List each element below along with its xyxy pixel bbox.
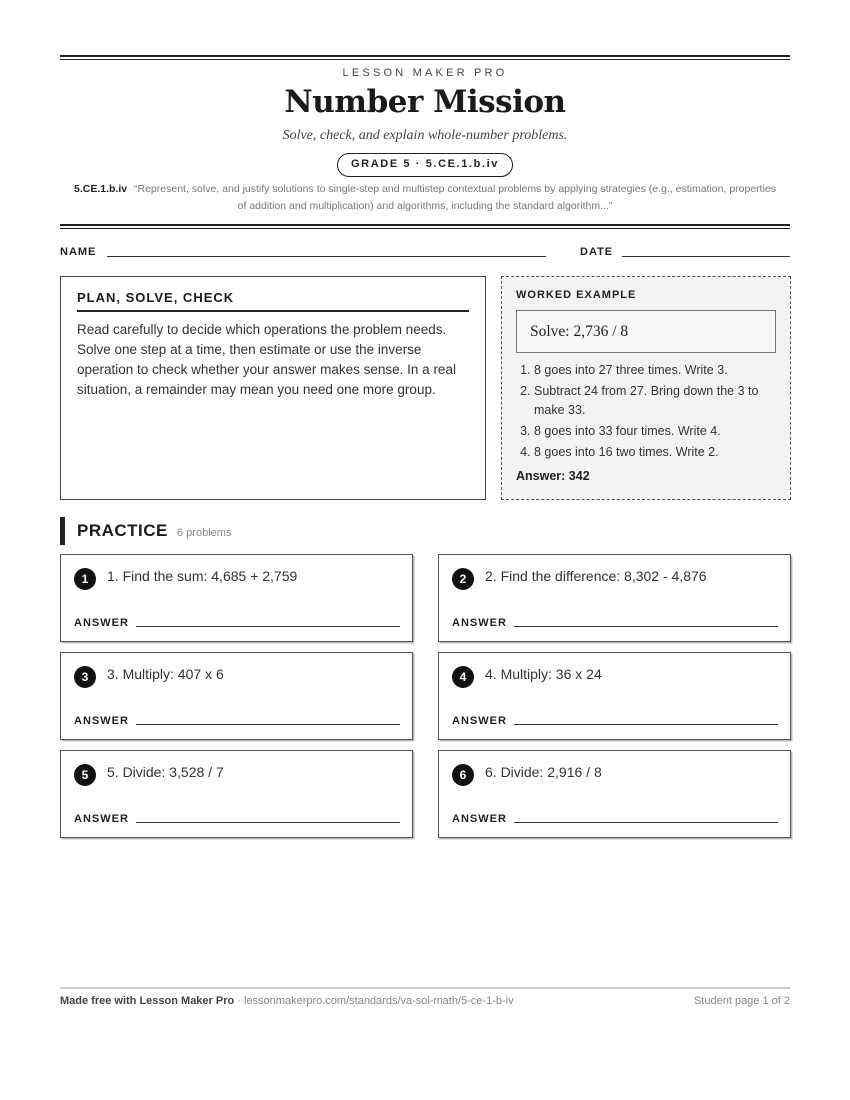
problem-question: 2. Find the difference: 8,302 - 4,876 xyxy=(485,568,707,584)
problem-number-badge: 5 xyxy=(74,764,96,786)
problem-question: 4. Multiply: 36 x 24 xyxy=(485,666,602,682)
answer-field[interactable] xyxy=(136,822,400,823)
problem-card-5 xyxy=(60,750,413,838)
answer-label: ANSWER xyxy=(74,715,129,727)
worked-example-step: 4. 8 goes into 16 two times. Write 2. xyxy=(534,443,776,462)
problem-card-1 xyxy=(60,554,413,642)
answer-label: ANSWER xyxy=(452,715,507,727)
problem-question: 6. Divide: 2,916 / 8 xyxy=(485,764,602,780)
problem-question: 3. Multiply: 407 x 6 xyxy=(107,666,224,682)
worked-example-panel xyxy=(501,276,791,500)
page-title: Number Mission xyxy=(284,84,566,120)
footer-rule xyxy=(60,987,790,989)
practice-count: 6 problems xyxy=(177,527,232,539)
footer-url[interactable]: · lessonmakerpro.com/standards/va-sol-math/5-ce-1-b-iv xyxy=(234,995,514,1007)
grade-pill-row xyxy=(60,153,790,177)
problem-card-6 xyxy=(438,750,791,838)
problem-question: 5. Divide: 3,528 / 7 xyxy=(107,764,224,780)
problem-number-badge: 1 xyxy=(74,568,96,590)
brand-label: LESSON MAKER PRO xyxy=(342,67,508,79)
problem-number-badge: 3 xyxy=(74,666,96,688)
problem-question: 1. Find the sum: 4,685 + 2,759 xyxy=(107,568,298,584)
problem-number-badge: 2 xyxy=(452,568,474,590)
standard-code: 5.CE.1.b.iv xyxy=(73,183,128,195)
answer-field[interactable] xyxy=(136,724,400,725)
standard-description xyxy=(70,181,780,215)
name-field[interactable] xyxy=(107,256,546,257)
answer-field[interactable] xyxy=(136,626,400,627)
answer-label: ANSWER xyxy=(452,617,507,629)
worked-example-step: 1. 8 goes into 27 three times. Write 3. xyxy=(534,361,776,380)
problem-number-badge: 6 xyxy=(452,764,474,786)
answer-label: ANSWER xyxy=(74,617,129,629)
plan-heading: PLAN, SOLVE, CHECK xyxy=(77,290,469,312)
grade-badge: GRADE 5 · 5.CE.1.b.iv xyxy=(337,153,513,177)
problem-card-2 xyxy=(438,554,791,642)
practice-heading: PRACTICE xyxy=(77,521,168,540)
practice-accent-bar xyxy=(60,517,65,545)
worked-example-answer: Answer: 342 xyxy=(516,469,590,483)
footer-made-with: Made free with Lesson Maker Pro xyxy=(60,995,235,1007)
header-top-rule xyxy=(60,55,790,60)
answer-label: ANSWER xyxy=(452,813,507,825)
date-field[interactable] xyxy=(622,256,790,257)
worked-example-steps xyxy=(516,361,776,462)
answer-field[interactable] xyxy=(514,724,778,725)
date-label: DATE xyxy=(580,246,614,258)
worked-example-step: 3. 8 goes into 33 four times. Write 4. xyxy=(534,422,776,441)
footer-credit xyxy=(60,995,514,1007)
plan-body: Read carefully to decide which operations the problem needs. Solve one step at a time, then estimate or use the inverse operation to check whether your answer makes sense. In a real situation, a remainder may mean you need one more group. xyxy=(77,322,456,397)
standard-text: “Represent, solve, and justify solutions to single-step and multistep contextual problems by applying strategies (e.g., estimation, properties of addition and multiplication) and algorithms, including the standard algorithm...” xyxy=(134,183,777,212)
plan-solve-check-panel xyxy=(60,276,486,500)
problem-card-3 xyxy=(60,652,413,740)
worked-example-step: 2. Subtract 24 from 27. Bring down the 3 to make 33. xyxy=(534,382,776,420)
worked-example-problem: Solve: 2,736 / 8 xyxy=(516,310,776,353)
problem-number-badge: 4 xyxy=(452,666,474,688)
page-subtitle: Solve, check, and explain whole-number problems. xyxy=(282,128,568,143)
footer-page-number: Student page 1 of 2 xyxy=(693,995,790,1007)
answer-field[interactable] xyxy=(514,626,778,627)
worked-example-heading: WORKED EXAMPLE xyxy=(516,289,637,301)
header-bottom-rule xyxy=(60,224,790,229)
name-label: NAME xyxy=(60,246,97,258)
answer-label: ANSWER xyxy=(74,813,129,825)
problem-card-4 xyxy=(438,652,791,740)
answer-field[interactable] xyxy=(514,822,778,823)
